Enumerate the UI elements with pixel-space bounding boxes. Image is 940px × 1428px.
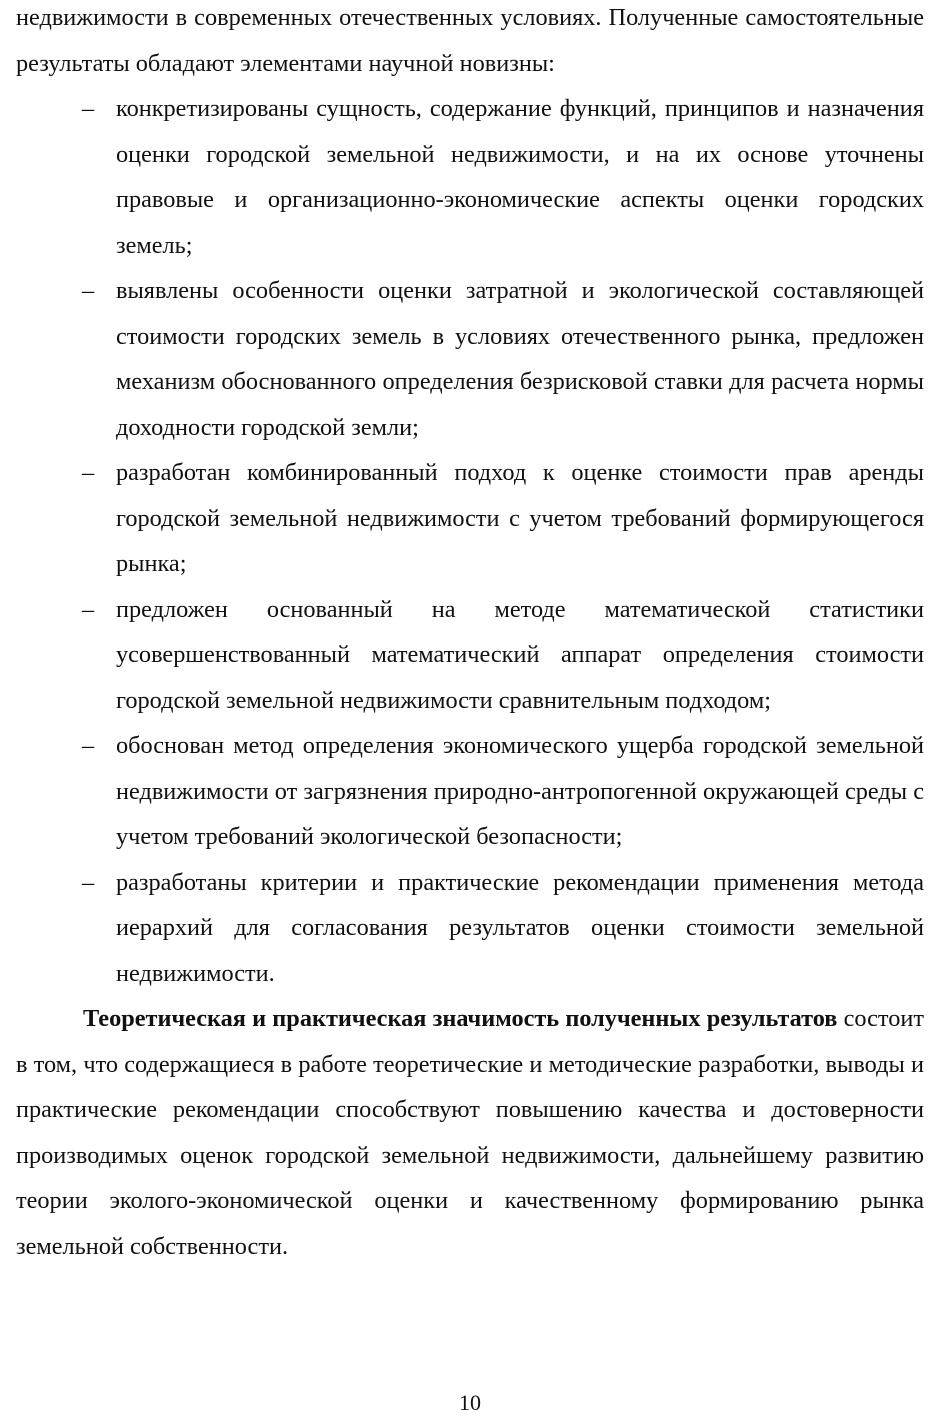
dash-bullet: –: [82, 95, 95, 122]
significance-text: состоит в том, что содержащиеся в работе теоретические и методические разработки, выводы и практические рекомендации способствуют повышению качества и достоверности производимых оценок городской земельной недвижимости, дальнейшему развитию теории эколого-экономической оценки и качественному формированию рынка земельной собственности.: [16, 1005, 924, 1260]
list-item: [16, 587, 924, 724]
document-page: [16, 0, 924, 1269]
novelty-list: [16, 86, 924, 996]
list-item: [16, 86, 924, 268]
list-item-text: конкретизированы сущность, содержание функций, принципов и назначения оценки городской земельной недвижимости, и на их основе уточнены правовые и организационно-экономические аспекты оценки городских земель;: [116, 95, 924, 259]
list-item: [16, 860, 924, 997]
significance-heading: Теоретическая и практическая значимость полученных результатов: [83, 1005, 838, 1032]
list-item-text: предложен основанный на методе математической статистики усовершенствованный математический аппарат определения стоимости городской земельной недвижимости сравнительным подходом;: [116, 595, 924, 714]
significance-paragraph: [16, 996, 924, 1269]
dash-bullet: –: [82, 868, 95, 896]
dash-bullet: –: [82, 732, 95, 759]
list-item-text: выявлены особенности оценки затратной и экологической составляющей стоимости городских земель в условиях отечественного рынка, предложен механизм обоснованного определения безрисковой ставки для расчета нормы доходности городской земли;: [116, 277, 924, 441]
list-item: [16, 268, 924, 450]
page-number: 10: [459, 1390, 481, 1415]
dash-bullet: –: [82, 459, 95, 486]
list-item-text: обоснован метод определения экономического ущерба городской земельной недвижимости от загрязнения природно-антропогенной окружающей среды с учетом требований экологической безопасности;: [116, 732, 924, 850]
dash-bullet: –: [82, 277, 95, 304]
list-item-text: разработаны критерии и практические рекомендации применения метода иерархий для согласования результатов оценки стоимости земельной недвижимости.: [116, 868, 924, 987]
list-item-text: разработан комбинированный подход к оценке стоимости прав аренды городской земельной недвижимости с учетом требований формирующегося рынка;: [116, 459, 924, 577]
dash-bullet: –: [82, 595, 95, 623]
list-item: [16, 723, 924, 860]
intro-paragraph: недвижимости в современных отечественных условиях. Полученные самостоятельные результаты обладают элементами научной новизны:: [16, 4, 924, 77]
list-item: [16, 450, 924, 587]
